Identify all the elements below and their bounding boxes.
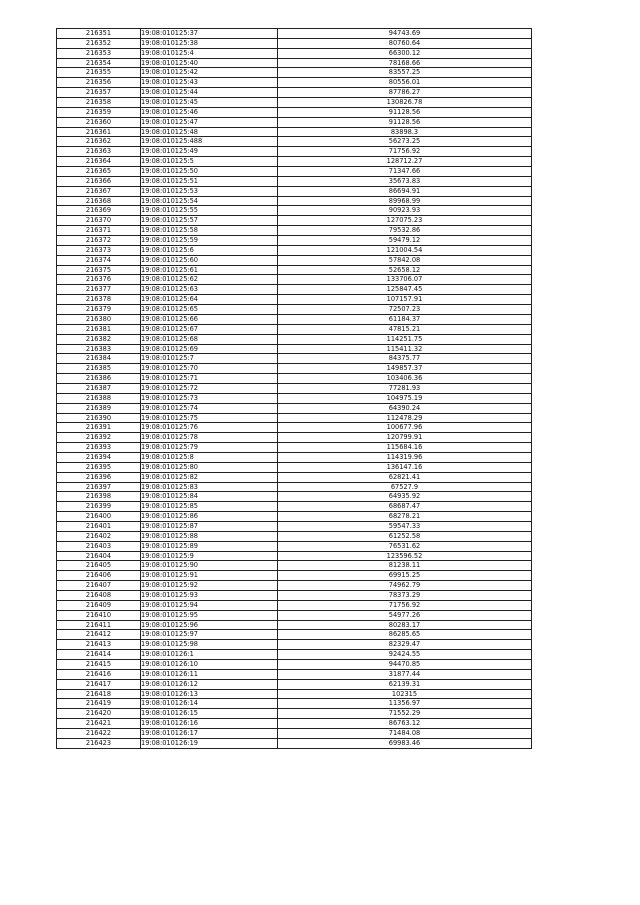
row-value-cell: 115684.16 <box>278 443 532 453</box>
table-row <box>57 344 532 354</box>
row-id-cell: 216358 <box>57 98 141 108</box>
row-id-cell: 216384 <box>57 354 141 364</box>
row-timestamp-cell: 19:08:010125:67 <box>141 324 278 334</box>
row-id-cell: 216381 <box>57 324 141 334</box>
table-row <box>57 482 532 492</box>
row-id-cell: 216389 <box>57 403 141 413</box>
table-row <box>57 196 532 206</box>
row-id-cell: 216422 <box>57 729 141 739</box>
row-value-cell: 104975.19 <box>278 393 532 403</box>
row-id-cell: 216361 <box>57 127 141 137</box>
row-value-cell: 61252.58 <box>278 531 532 541</box>
row-value-cell: 91128.56 <box>278 107 532 117</box>
row-timestamp-cell: 19:08:010125:87 <box>141 521 278 531</box>
row-timestamp-cell: 19:08:010125:54 <box>141 196 278 206</box>
row-id-cell: 216410 <box>57 610 141 620</box>
table-row <box>57 78 532 88</box>
row-timestamp-cell: 19:08:010125:8 <box>141 452 278 462</box>
table-row <box>57 206 532 216</box>
row-timestamp-cell: 19:08:010125:69 <box>141 344 278 354</box>
table-row <box>57 443 532 453</box>
row-value-cell: 62821.41 <box>278 472 532 482</box>
row-timestamp-cell: 19:08:010125:74 <box>141 403 278 413</box>
row-id-cell: 216418 <box>57 689 141 699</box>
row-id-cell: 216357 <box>57 88 141 98</box>
table-row <box>57 660 532 670</box>
row-timestamp-cell: 19:08:010125:86 <box>141 512 278 522</box>
table-row <box>57 610 532 620</box>
table-row <box>57 650 532 660</box>
row-timestamp-cell: 19:08:010125:82 <box>141 472 278 482</box>
row-id-cell: 216369 <box>57 206 141 216</box>
row-timestamp-cell: 19:08:010125:48 <box>141 127 278 137</box>
table-row <box>57 29 532 39</box>
row-timestamp-cell: 19:08:010125:95 <box>141 610 278 620</box>
row-value-cell: 64935.92 <box>278 492 532 502</box>
table-row <box>57 236 532 246</box>
row-value-cell: 91128.56 <box>278 117 532 127</box>
row-value-cell: 72507.23 <box>278 305 532 315</box>
row-timestamp-cell: 19:08:010126:16 <box>141 719 278 729</box>
row-id-cell: 216415 <box>57 660 141 670</box>
table-row <box>57 669 532 679</box>
row-timestamp-cell: 19:08:010125:68 <box>141 334 278 344</box>
row-id-cell: 216392 <box>57 433 141 443</box>
row-id-cell: 216362 <box>57 137 141 147</box>
table-row <box>57 147 532 157</box>
table-row <box>57 541 532 551</box>
row-value-cell: 71552.29 <box>278 709 532 719</box>
row-value-cell: 149857.37 <box>278 364 532 374</box>
table-row <box>57 107 532 117</box>
row-timestamp-cell: 19:08:010125:64 <box>141 295 278 305</box>
row-timestamp-cell: 19:08:010126:1 <box>141 650 278 660</box>
row-timestamp-cell: 19:08:010125:91 <box>141 571 278 581</box>
row-value-cell: 54977.26 <box>278 610 532 620</box>
row-value-cell: 31877.44 <box>278 669 532 679</box>
row-timestamp-cell: 19:08:010125:93 <box>141 590 278 600</box>
row-timestamp-cell: 19:08:010126:12 <box>141 679 278 689</box>
table-row <box>57 88 532 98</box>
table-row <box>57 245 532 255</box>
row-id-cell: 216398 <box>57 492 141 502</box>
row-value-cell: 120799.91 <box>278 433 532 443</box>
row-timestamp-cell: 19:08:010125:488 <box>141 137 278 147</box>
row-value-cell: 69915.25 <box>278 571 532 581</box>
table-row <box>57 502 532 512</box>
row-id-cell: 216352 <box>57 38 141 48</box>
row-timestamp-cell: 19:08:010125:46 <box>141 107 278 117</box>
row-value-cell: 128712.27 <box>278 157 532 167</box>
row-value-cell: 123596.52 <box>278 551 532 561</box>
row-value-cell: 115411.32 <box>278 344 532 354</box>
row-value-cell: 52658.12 <box>278 265 532 275</box>
table-row <box>57 38 532 48</box>
table-row <box>57 186 532 196</box>
row-id-cell: 216407 <box>57 581 141 591</box>
row-timestamp-cell: 19:08:010125:58 <box>141 226 278 236</box>
row-id-cell: 216409 <box>57 600 141 610</box>
row-timestamp-cell: 19:08:010125:76 <box>141 423 278 433</box>
row-value-cell: 125847.45 <box>278 285 532 295</box>
row-timestamp-cell: 19:08:010125:62 <box>141 275 278 285</box>
row-value-cell: 81238.11 <box>278 561 532 571</box>
row-timestamp-cell: 19:08:010125:73 <box>141 393 278 403</box>
row-id-cell: 216366 <box>57 176 141 186</box>
row-timestamp-cell: 19:08:010125:51 <box>141 176 278 186</box>
table-row <box>57 403 532 413</box>
row-value-cell: 94470.85 <box>278 660 532 670</box>
row-timestamp-cell: 19:08:010125:60 <box>141 255 278 265</box>
row-id-cell: 216379 <box>57 305 141 315</box>
table-row <box>57 640 532 650</box>
row-timestamp-cell: 19:08:010125:96 <box>141 620 278 630</box>
row-id-cell: 216373 <box>57 245 141 255</box>
row-timestamp-cell: 19:08:010126:13 <box>141 689 278 699</box>
row-value-cell: 130826.78 <box>278 98 532 108</box>
row-id-cell: 216403 <box>57 541 141 551</box>
row-timestamp-cell: 19:08:010125:4 <box>141 48 278 58</box>
row-timestamp-cell: 19:08:010125:79 <box>141 443 278 453</box>
row-timestamp-cell: 19:08:010125:9 <box>141 551 278 561</box>
row-value-cell: 11356.97 <box>278 699 532 709</box>
row-id-cell: 216399 <box>57 502 141 512</box>
row-id-cell: 216351 <box>57 29 141 39</box>
row-id-cell: 216420 <box>57 709 141 719</box>
row-id-cell: 216412 <box>57 630 141 640</box>
row-value-cell: 71484.08 <box>278 729 532 739</box>
table-row <box>57 492 532 502</box>
row-value-cell: 78168.66 <box>278 58 532 68</box>
table-row <box>57 581 532 591</box>
table-row <box>57 354 532 364</box>
row-value-cell: 90923.93 <box>278 206 532 216</box>
row-value-cell: 100677.96 <box>278 423 532 433</box>
row-timestamp-cell: 19:08:010125:65 <box>141 305 278 315</box>
row-id-cell: 216372 <box>57 236 141 246</box>
row-value-cell: 102315 <box>278 689 532 699</box>
row-id-cell: 216390 <box>57 413 141 423</box>
row-id-cell: 216378 <box>57 295 141 305</box>
row-value-cell: 86763.12 <box>278 719 532 729</box>
row-value-cell: 62139.31 <box>278 679 532 689</box>
row-timestamp-cell: 19:08:010125:44 <box>141 88 278 98</box>
row-timestamp-cell: 19:08:010125:50 <box>141 167 278 177</box>
row-id-cell: 216388 <box>57 393 141 403</box>
row-timestamp-cell: 19:08:010125:72 <box>141 383 278 393</box>
table-row <box>57 551 532 561</box>
table-row <box>57 334 532 344</box>
row-value-cell: 127075.23 <box>278 216 532 226</box>
table-row <box>57 226 532 236</box>
table-row <box>57 600 532 610</box>
row-id-cell: 216401 <box>57 521 141 531</box>
row-id-cell: 216385 <box>57 364 141 374</box>
table-row <box>57 98 532 108</box>
row-value-cell: 112478.29 <box>278 413 532 423</box>
row-id-cell: 216360 <box>57 117 141 127</box>
row-value-cell: 66300.12 <box>278 48 532 58</box>
row-id-cell: 216380 <box>57 314 141 324</box>
row-id-cell: 216406 <box>57 571 141 581</box>
table-row <box>57 127 532 137</box>
data-table <box>56 28 532 749</box>
row-timestamp-cell: 19:08:010125:89 <box>141 541 278 551</box>
table-body <box>57 29 532 749</box>
row-timestamp-cell: 19:08:010125:85 <box>141 502 278 512</box>
row-value-cell: 82329.47 <box>278 640 532 650</box>
table-row <box>57 512 532 522</box>
row-id-cell: 216353 <box>57 48 141 58</box>
table-row <box>57 58 532 68</box>
table-row <box>57 176 532 186</box>
table-row <box>57 285 532 295</box>
row-id-cell: 216355 <box>57 68 141 78</box>
row-id-cell: 216382 <box>57 334 141 344</box>
row-id-cell: 216363 <box>57 147 141 157</box>
row-value-cell: 83898.3 <box>278 127 532 137</box>
row-value-cell: 56273.25 <box>278 137 532 147</box>
table-row <box>57 699 532 709</box>
row-id-cell: 216375 <box>57 265 141 275</box>
row-id-cell: 216395 <box>57 462 141 472</box>
row-value-cell: 61184.37 <box>278 314 532 324</box>
row-timestamp-cell: 19:08:010125:42 <box>141 68 278 78</box>
table-row <box>57 216 532 226</box>
table-row <box>57 68 532 78</box>
table-row <box>57 423 532 433</box>
table-row <box>57 413 532 423</box>
row-id-cell: 216371 <box>57 226 141 236</box>
row-value-cell: 80760.64 <box>278 38 532 48</box>
row-timestamp-cell: 19:08:010125:7 <box>141 354 278 364</box>
row-id-cell: 216391 <box>57 423 141 433</box>
row-timestamp-cell: 19:08:010125:84 <box>141 492 278 502</box>
row-timestamp-cell: 19:08:010125:98 <box>141 640 278 650</box>
row-value-cell: 35673.83 <box>278 176 532 186</box>
row-id-cell: 216402 <box>57 531 141 541</box>
table-row <box>57 679 532 689</box>
table-row <box>57 689 532 699</box>
row-value-cell: 77281.93 <box>278 383 532 393</box>
table-row <box>57 48 532 58</box>
row-id-cell: 216370 <box>57 216 141 226</box>
row-id-cell: 216364 <box>57 157 141 167</box>
row-value-cell: 80283.17 <box>278 620 532 630</box>
row-id-cell: 216386 <box>57 374 141 384</box>
table-row <box>57 314 532 324</box>
table-row <box>57 571 532 581</box>
row-timestamp-cell: 19:08:010125:37 <box>141 29 278 39</box>
row-timestamp-cell: 19:08:010125:83 <box>141 482 278 492</box>
row-id-cell: 216365 <box>57 167 141 177</box>
row-timestamp-cell: 19:08:010126:19 <box>141 738 278 748</box>
row-timestamp-cell: 19:08:010125:49 <box>141 147 278 157</box>
row-value-cell: 107157.91 <box>278 295 532 305</box>
row-id-cell: 216393 <box>57 443 141 453</box>
table-row <box>57 157 532 167</box>
row-id-cell: 216359 <box>57 107 141 117</box>
row-value-cell: 59547.33 <box>278 521 532 531</box>
table-row <box>57 255 532 265</box>
row-value-cell: 84375.77 <box>278 354 532 364</box>
table-row <box>57 324 532 334</box>
table-row <box>57 531 532 541</box>
row-id-cell: 216423 <box>57 738 141 748</box>
table-row <box>57 117 532 127</box>
row-id-cell: 216404 <box>57 551 141 561</box>
table-row <box>57 462 532 472</box>
table-row <box>57 374 532 384</box>
row-timestamp-cell: 19:08:010125:6 <box>141 245 278 255</box>
row-value-cell: 47815.21 <box>278 324 532 334</box>
row-value-cell: 92424.55 <box>278 650 532 660</box>
table-row <box>57 472 532 482</box>
row-timestamp-cell: 19:08:010125:94 <box>141 600 278 610</box>
row-timestamp-cell: 19:08:010125:88 <box>141 531 278 541</box>
row-value-cell: 83557.25 <box>278 68 532 78</box>
row-value-cell: 69983.46 <box>278 738 532 748</box>
row-id-cell: 216416 <box>57 669 141 679</box>
row-timestamp-cell: 19:08:010125:59 <box>141 236 278 246</box>
row-value-cell: 86694.91 <box>278 186 532 196</box>
row-timestamp-cell: 19:08:010125:71 <box>141 374 278 384</box>
row-id-cell: 216376 <box>57 275 141 285</box>
table-row <box>57 452 532 462</box>
row-timestamp-cell: 19:08:010125:57 <box>141 216 278 226</box>
row-id-cell: 216417 <box>57 679 141 689</box>
row-value-cell: 87786.27 <box>278 88 532 98</box>
row-id-cell: 216383 <box>57 344 141 354</box>
row-id-cell: 216419 <box>57 699 141 709</box>
table-row <box>57 364 532 374</box>
row-id-cell: 216421 <box>57 719 141 729</box>
row-timestamp-cell: 19:08:010125:75 <box>141 413 278 423</box>
row-id-cell: 216354 <box>57 58 141 68</box>
row-value-cell: 76531.62 <box>278 541 532 551</box>
row-id-cell: 216411 <box>57 620 141 630</box>
table-row <box>57 295 532 305</box>
row-timestamp-cell: 19:08:010125:66 <box>141 314 278 324</box>
row-timestamp-cell: 19:08:010125:55 <box>141 206 278 216</box>
table-row <box>57 561 532 571</box>
row-timestamp-cell: 19:08:010125:40 <box>141 58 278 68</box>
row-timestamp-cell: 19:08:010125:90 <box>141 561 278 571</box>
row-value-cell: 94743.69 <box>278 29 532 39</box>
row-value-cell: 114319.96 <box>278 452 532 462</box>
row-timestamp-cell: 19:08:010125:63 <box>141 285 278 295</box>
row-timestamp-cell: 19:08:010125:70 <box>141 364 278 374</box>
row-id-cell: 216397 <box>57 482 141 492</box>
row-id-cell: 216405 <box>57 561 141 571</box>
table-row <box>57 433 532 443</box>
row-value-cell: 68687.47 <box>278 502 532 512</box>
row-value-cell: 136147.16 <box>278 462 532 472</box>
row-value-cell: 86285.65 <box>278 630 532 640</box>
table-row <box>57 305 532 315</box>
row-id-cell: 216400 <box>57 512 141 522</box>
table-row <box>57 620 532 630</box>
data-sheet <box>56 28 531 749</box>
row-timestamp-cell: 19:08:010125:5 <box>141 157 278 167</box>
row-value-cell: 64390.24 <box>278 403 532 413</box>
row-value-cell: 133706.07 <box>278 275 532 285</box>
row-timestamp-cell: 19:08:010125:97 <box>141 630 278 640</box>
row-timestamp-cell: 19:08:010125:80 <box>141 462 278 472</box>
row-timestamp-cell: 19:08:010125:43 <box>141 78 278 88</box>
row-id-cell: 216394 <box>57 452 141 462</box>
row-value-cell: 71756.92 <box>278 600 532 610</box>
row-timestamp-cell: 19:08:010126:14 <box>141 699 278 709</box>
row-value-cell: 74962.79 <box>278 581 532 591</box>
table-row <box>57 729 532 739</box>
table-row <box>57 630 532 640</box>
row-id-cell: 216408 <box>57 590 141 600</box>
table-row <box>57 738 532 748</box>
row-id-cell: 216356 <box>57 78 141 88</box>
row-timestamp-cell: 19:08:010125:45 <box>141 98 278 108</box>
row-value-cell: 68278.21 <box>278 512 532 522</box>
row-timestamp-cell: 19:08:010125:38 <box>141 38 278 48</box>
row-timestamp-cell: 19:08:010125:61 <box>141 265 278 275</box>
row-value-cell: 79532.86 <box>278 226 532 236</box>
row-value-cell: 71756.92 <box>278 147 532 157</box>
row-value-cell: 114251.75 <box>278 334 532 344</box>
table-row <box>57 521 532 531</box>
row-timestamp-cell: 19:08:010126:15 <box>141 709 278 719</box>
row-timestamp-cell: 19:08:010125:47 <box>141 117 278 127</box>
table-row <box>57 383 532 393</box>
row-timestamp-cell: 19:08:010125:78 <box>141 433 278 443</box>
row-id-cell: 216377 <box>57 285 141 295</box>
table-row <box>57 709 532 719</box>
table-row <box>57 265 532 275</box>
row-id-cell: 216413 <box>57 640 141 650</box>
row-value-cell: 67527.9 <box>278 482 532 492</box>
table-row <box>57 275 532 285</box>
row-id-cell: 216396 <box>57 472 141 482</box>
row-value-cell: 121004.54 <box>278 245 532 255</box>
table-row <box>57 393 532 403</box>
row-value-cell: 71347.66 <box>278 167 532 177</box>
row-timestamp-cell: 19:08:010126:11 <box>141 669 278 679</box>
row-timestamp-cell: 19:08:010126:17 <box>141 729 278 739</box>
row-id-cell: 216368 <box>57 196 141 206</box>
row-value-cell: 80556.01 <box>278 78 532 88</box>
row-timestamp-cell: 19:08:010126:10 <box>141 660 278 670</box>
table-row <box>57 590 532 600</box>
row-value-cell: 103406.36 <box>278 374 532 384</box>
table-row <box>57 167 532 177</box>
row-timestamp-cell: 19:08:010125:53 <box>141 186 278 196</box>
row-id-cell: 216414 <box>57 650 141 660</box>
table-row <box>57 719 532 729</box>
table-row <box>57 137 532 147</box>
row-id-cell: 216374 <box>57 255 141 265</box>
row-value-cell: 78373.29 <box>278 590 532 600</box>
row-timestamp-cell: 19:08:010125:92 <box>141 581 278 591</box>
row-value-cell: 59479.12 <box>278 236 532 246</box>
row-value-cell: 89968.99 <box>278 196 532 206</box>
row-id-cell: 216387 <box>57 383 141 393</box>
row-id-cell: 216367 <box>57 186 141 196</box>
row-value-cell: 57842.08 <box>278 255 532 265</box>
